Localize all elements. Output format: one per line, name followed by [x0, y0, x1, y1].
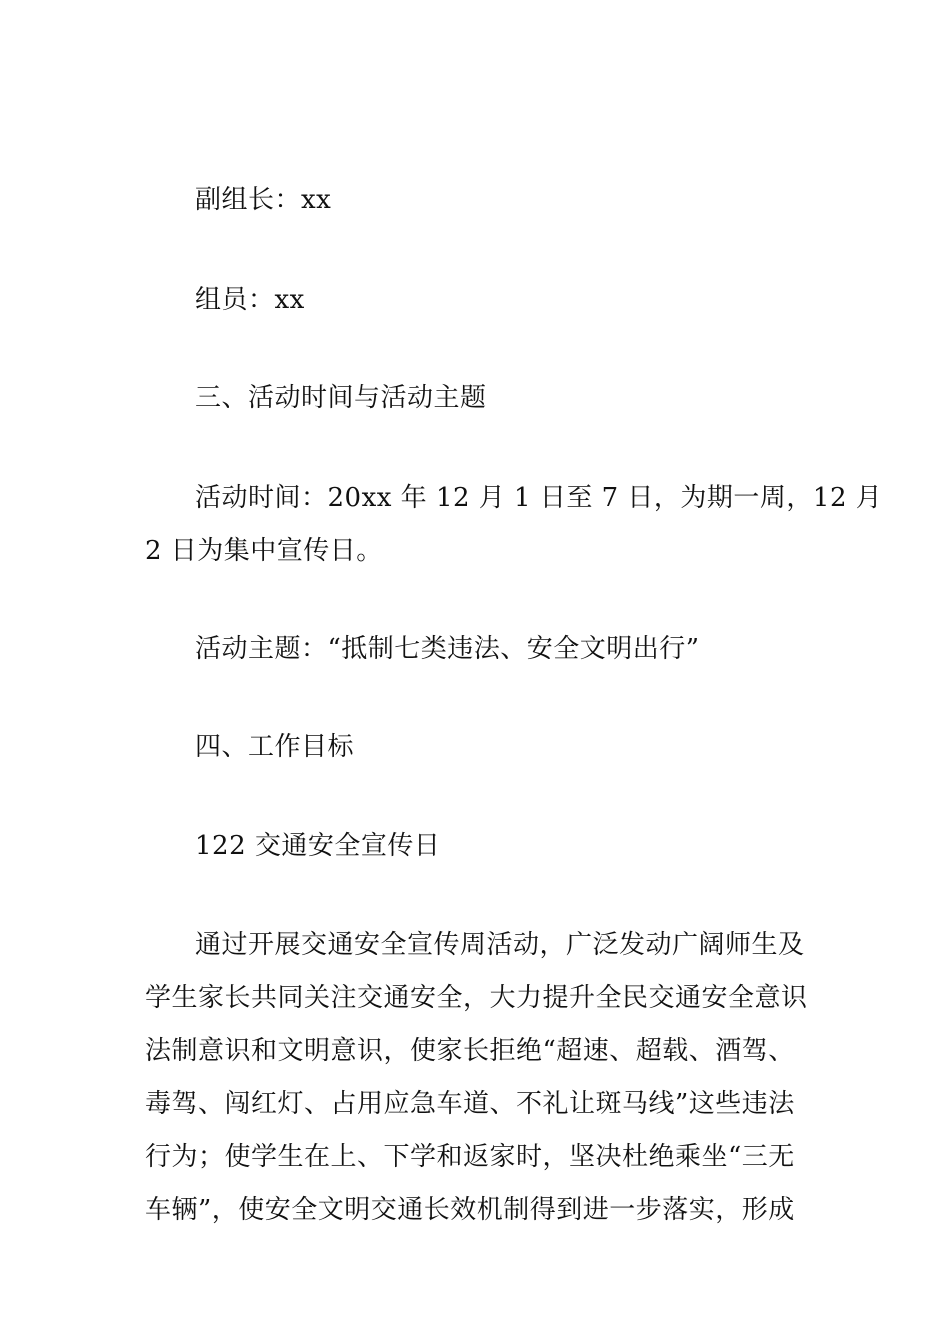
section-heading-time-theme: 三、活动时间与活动主题 — [195, 383, 487, 413]
section-heading-goals: 四、工作目标 — [195, 732, 355, 762]
day-name-line: 122 交通安全宣传日 — [195, 831, 441, 861]
activity-theme-line: 活动主题：“抵制七类违法、安全文明出行” — [195, 634, 700, 664]
paragraph-line-1: 通过开展交通安全宣传周活动，广泛发动广阔师生及 — [195, 930, 805, 960]
paragraph-line-5: 行为；使学生在上、下学和返家时，坚决杜绝乘坐“三无 — [145, 1142, 795, 1172]
paragraph-line-2: 学生家长共同关注交通安全，大力提升全民交通安全意识 — [145, 983, 808, 1013]
paragraph-line-6: 车辆”，使安全文明交通长效机制得到进一步落实，形成 — [145, 1195, 795, 1225]
members-line: 组员：xx — [195, 285, 305, 315]
paragraph-line-3: 法制意识和文明意识，使家长拒绝“超速、超载、酒驾、 — [145, 1036, 795, 1066]
paragraph-line-4: 毒驾、闯红灯、占用应急车道、不礼让斑马线”这些违法 — [145, 1089, 795, 1119]
activity-time-line-1: 活动时间：20xx 年 12 月 1 日至 7 日，为期一周，12 月 — [195, 483, 883, 513]
activity-time-line-2: 2 日为集中宣传日。 — [145, 536, 383, 566]
deputy-leader-line: 副组长：xx — [195, 185, 332, 215]
